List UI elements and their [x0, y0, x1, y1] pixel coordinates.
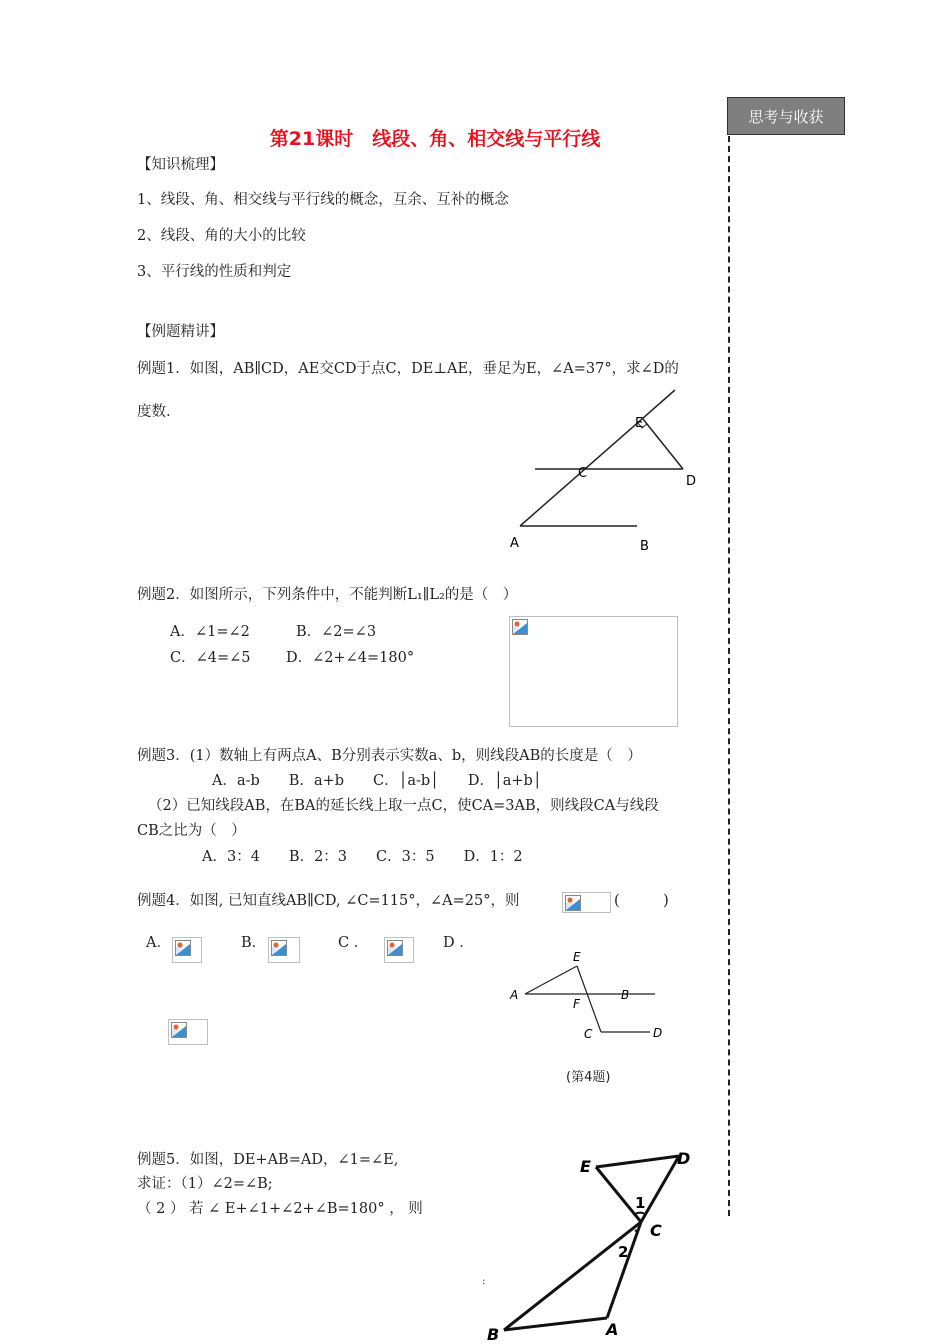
- ex4-label-c: C: [584, 1027, 593, 1041]
- ex4-label-b: B: [621, 988, 630, 1002]
- ex4-figure-caption: (第4题): [566, 1070, 611, 1085]
- sidebar-dashed-divider: [728, 136, 730, 1216]
- ex1-line1: 例题1．如图，AB∥CD，AE交CD于点C，DE⊥AE，垂足为E，∠A=37°，求∠D的: [137, 361, 679, 377]
- ex5-label-1: 1: [635, 1194, 646, 1212]
- ex5-line-ed: [596, 1156, 679, 1167]
- ex4-label-e: E: [573, 950, 581, 964]
- ex4-option-d: D ．: [443, 935, 474, 951]
- ex5-figure: [478, 1140, 718, 1344]
- knowledge-item-2: 2、线段、角的大小的比较: [137, 228, 306, 244]
- broken-image-icon: [175, 940, 191, 956]
- ex4-option-d-image: [168, 1019, 208, 1045]
- ex1-label-d: D: [686, 474, 697, 489]
- ex4-line-ec: [577, 966, 601, 1032]
- ex3-q2-options: A．3：4 B．2：3 C．3：5 D．1：2: [202, 849, 523, 865]
- ex3-q2-line1: （2）已知线段AB，在BA的延长线上取一点C，使CA=3AB，则线段CA与线段: [148, 798, 659, 814]
- ex5-line-ba: [504, 1318, 607, 1330]
- ex4-option-c: C ．: [338, 935, 369, 951]
- knowledge-item-1: 1、线段、角、相交线与平行线的概念，互余、互补的概念: [137, 192, 509, 208]
- ex1-line-de: [643, 419, 683, 469]
- ex4-option-a-image: [172, 937, 202, 963]
- ex5-label-c: C: [650, 1221, 662, 1240]
- ex4-option-c-image: [384, 937, 414, 963]
- ex4-label-f: F: [573, 997, 580, 1011]
- ex1-label-e: E: [635, 416, 644, 431]
- broken-image-icon: [271, 940, 287, 956]
- page-title: 第21课时 线段、角、相交线与平行线: [269, 128, 601, 150]
- ex4-answer-paren: ( ): [614, 893, 669, 909]
- ex3-q2-line2: CB之比为（ ）: [137, 823, 246, 839]
- ex2-stem: 例题2．如图所示，下列条件中，不能判断L₁∥L₂的是（ ）: [137, 587, 518, 603]
- knowledge-heading: 【知识梳理】: [137, 157, 224, 173]
- ex2-option-b: B．∠2=∠3: [296, 624, 377, 640]
- ex4-line-ae: [525, 966, 577, 994]
- ex5-label-a: A: [606, 1320, 619, 1339]
- ex4-option-b: B．: [241, 935, 267, 951]
- ex5-line3: （ 2 ） 若 ∠ E+∠1+∠2+∠B=180° ， 则: [137, 1201, 423, 1217]
- ex5-label-2: 2: [618, 1243, 629, 1261]
- ex5-label-b: B: [487, 1325, 500, 1344]
- ex4-figure: [505, 945, 680, 1045]
- ex4-option-b-image: [268, 937, 300, 963]
- broken-image-icon: [387, 940, 403, 956]
- ex1-label-a: A: [510, 536, 519, 551]
- ex4-label-d: D: [653, 1026, 663, 1040]
- ex4-option-a: A．: [146, 935, 171, 951]
- ex4-stem: 例题4．如图, 已知直线AB∥CD, ∠C=115°，∠A=25°，则: [137, 893, 520, 909]
- broken-image-icon: [171, 1022, 187, 1038]
- ex5-line-dc: [641, 1156, 679, 1222]
- ex2-option-a: A．∠1=∠2: [170, 624, 250, 640]
- examples-heading: 【例题精讲】: [137, 324, 224, 340]
- ex4-stem-image-placeholder: [562, 892, 611, 913]
- broken-image-icon: [565, 895, 581, 911]
- ex5-label-e: E: [580, 1157, 591, 1176]
- ex3-q1-options: A．a-b B．a+b C．│a-b│ D．│a+b│: [212, 773, 542, 789]
- broken-image-icon: [512, 619, 528, 635]
- ex5-line1: 例题5．如图，DE+AB=AD，∠1=∠E,: [137, 1152, 399, 1168]
- footer-mark: :: [482, 1276, 486, 1287]
- ex1-figure: [500, 385, 715, 560]
- ex5-label-d: D: [677, 1149, 691, 1168]
- ex1-label-c: C: [578, 466, 588, 481]
- knowledge-item-3: 3、平行线的性质和判定: [137, 264, 292, 280]
- ex5-line2: 求证：（1）∠2=∠B;: [137, 1176, 273, 1192]
- ex2-figure-placeholder: [509, 616, 678, 727]
- ex1-label-b: B: [640, 539, 649, 554]
- ex3-q1: 例题3．(1）数轴上有两点A、B分别表示实数a、b，则线段AB的长度是（ ）: [137, 748, 642, 764]
- ex2-option-d: D．∠2+∠4=180°: [286, 650, 415, 666]
- sidebar-label: 思考与收获: [748, 107, 824, 126]
- ex4-label-a: A: [510, 988, 519, 1002]
- ex2-option-c: C．∠4=∠5: [170, 650, 251, 666]
- ex1-line-ae: [520, 390, 675, 526]
- ex1-line2: 度数.: [137, 404, 171, 420]
